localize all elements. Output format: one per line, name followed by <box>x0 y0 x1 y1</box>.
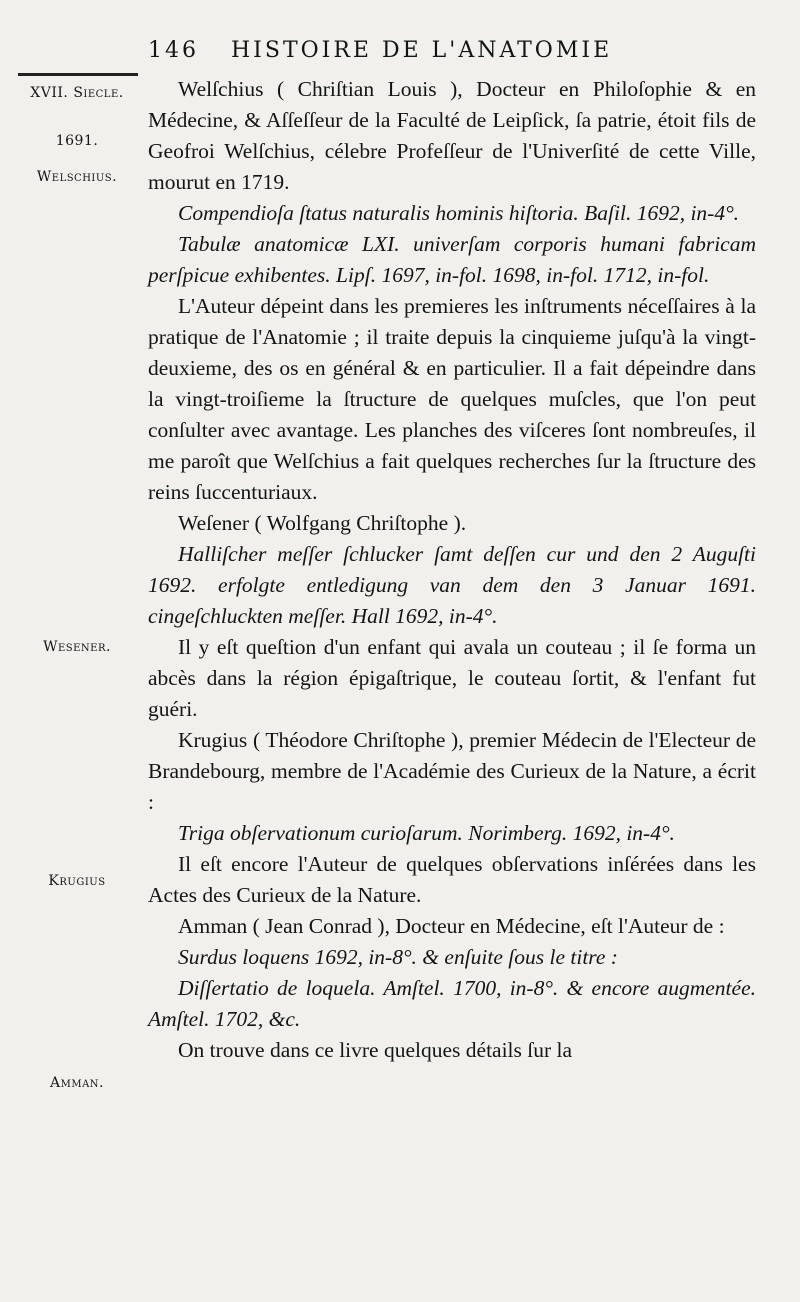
book-title-entry: Triga obſervationum curioſarum. Norimberg. 1692, in-4°. <box>178 821 675 845</box>
page-number: 146 <box>148 38 199 63</box>
margin-century: XVII. Siecle. <box>30 85 124 101</box>
book-title-entry: Tabulæ anatomicæ LXI. univerſam corporis humani fabricam perſpicue exhibentes. Lipſ. 1697, in-fol. 1698, in-fol. 1712, in-fol. <box>148 232 756 287</box>
margin-name-amman: Amman. <box>49 1075 104 1091</box>
page-header <box>148 38 612 63</box>
book-title-entry: Compendioſa ſtatus naturalis hominis hiſtoria. Baſil. 1692, in-4°. <box>178 201 740 225</box>
paragraph: Amman ( Jean Conrad ), Docteur en Médecine, eſt l'Auteur de : <box>178 914 725 938</box>
paragraph: Weſener ( Wolfgang Chriſtophe ). <box>178 511 467 535</box>
margin-name-welschius: Welschius. <box>36 169 118 185</box>
paragraph: Welſchius ( Chriſtian Louis ), Docteur en Philoſophie & en Médecine, & Aſſeſſeur de la Faculté de Leipſick, ſa patrie, étoit fils de Geofroi Welſchius, célebre Profeſſeur de l'Univerſité de cette Ville, mourut en 1719. <box>148 77 756 194</box>
margin-rule <box>18 73 138 76</box>
margin-name-wesener: Wesener. <box>43 639 111 655</box>
paragraph: Krugius ( Théodore Chriſtophe ), premier Médecin de l'Electeur de Brandebourg, membre de l'Académie des Curieux de la Nature, a écrit : <box>148 728 756 814</box>
margin-name-krugius: Krugius <box>48 873 106 889</box>
paragraph: L'Auteur dépeint dans les premieres les inſtruments néceſſaires à la pratique de l'Anatomie ; il traite depuis la cinquieme juſqu'à la vingt-deuxieme, des os en général & en particulier. Il a fait dépeindre dans la vingt-troiſieme la ſtructure de quelques muſcles, que l'on peut conſulter avec avantage. Les planches des viſceres ſont nombreuſes, il me paroît que Welſchius a fait quelques recherches ſur la ſtructure des reins ſuccenturiaux. <box>148 294 756 504</box>
paragraph: Il eſt encore l'Auteur de quelques obſervations inſérées dans les Actes des Curieux de la Nature. <box>148 852 756 907</box>
book-title-entry: Surdus loquens 1692, in-8°. & enſuite ſous le titre : <box>178 945 618 969</box>
book-title-entry: Diſſertatio de loquela. Amſtel. 1700, in-8°. & encore augmentée. Amſtel. 1702, &c. <box>148 976 756 1031</box>
running-title: HISTOIRE DE L'ANATOMIE <box>231 38 613 63</box>
paragraph: Il y eſt queſtion d'un enfant qui avala un couteau ; il ſe forma un abcès dans la région épigaſtrique, le couteau ſortit, & l'enfant fut guéri. <box>148 635 756 721</box>
book-title-entry: Halliſcher meſſer ſchlucker ſamt deſſen cur und den 2 Auguſti 1692. erfolgte entledigung van dem den 3 Januar 1691. cingeſchluckten meſſer. Hall 1692, in-4°. <box>148 542 756 628</box>
paragraph: On trouve dans ce livre quelques détails ſur la <box>178 1038 573 1062</box>
main-text <box>148 74 756 1066</box>
margin-year: 1691. <box>55 133 99 149</box>
